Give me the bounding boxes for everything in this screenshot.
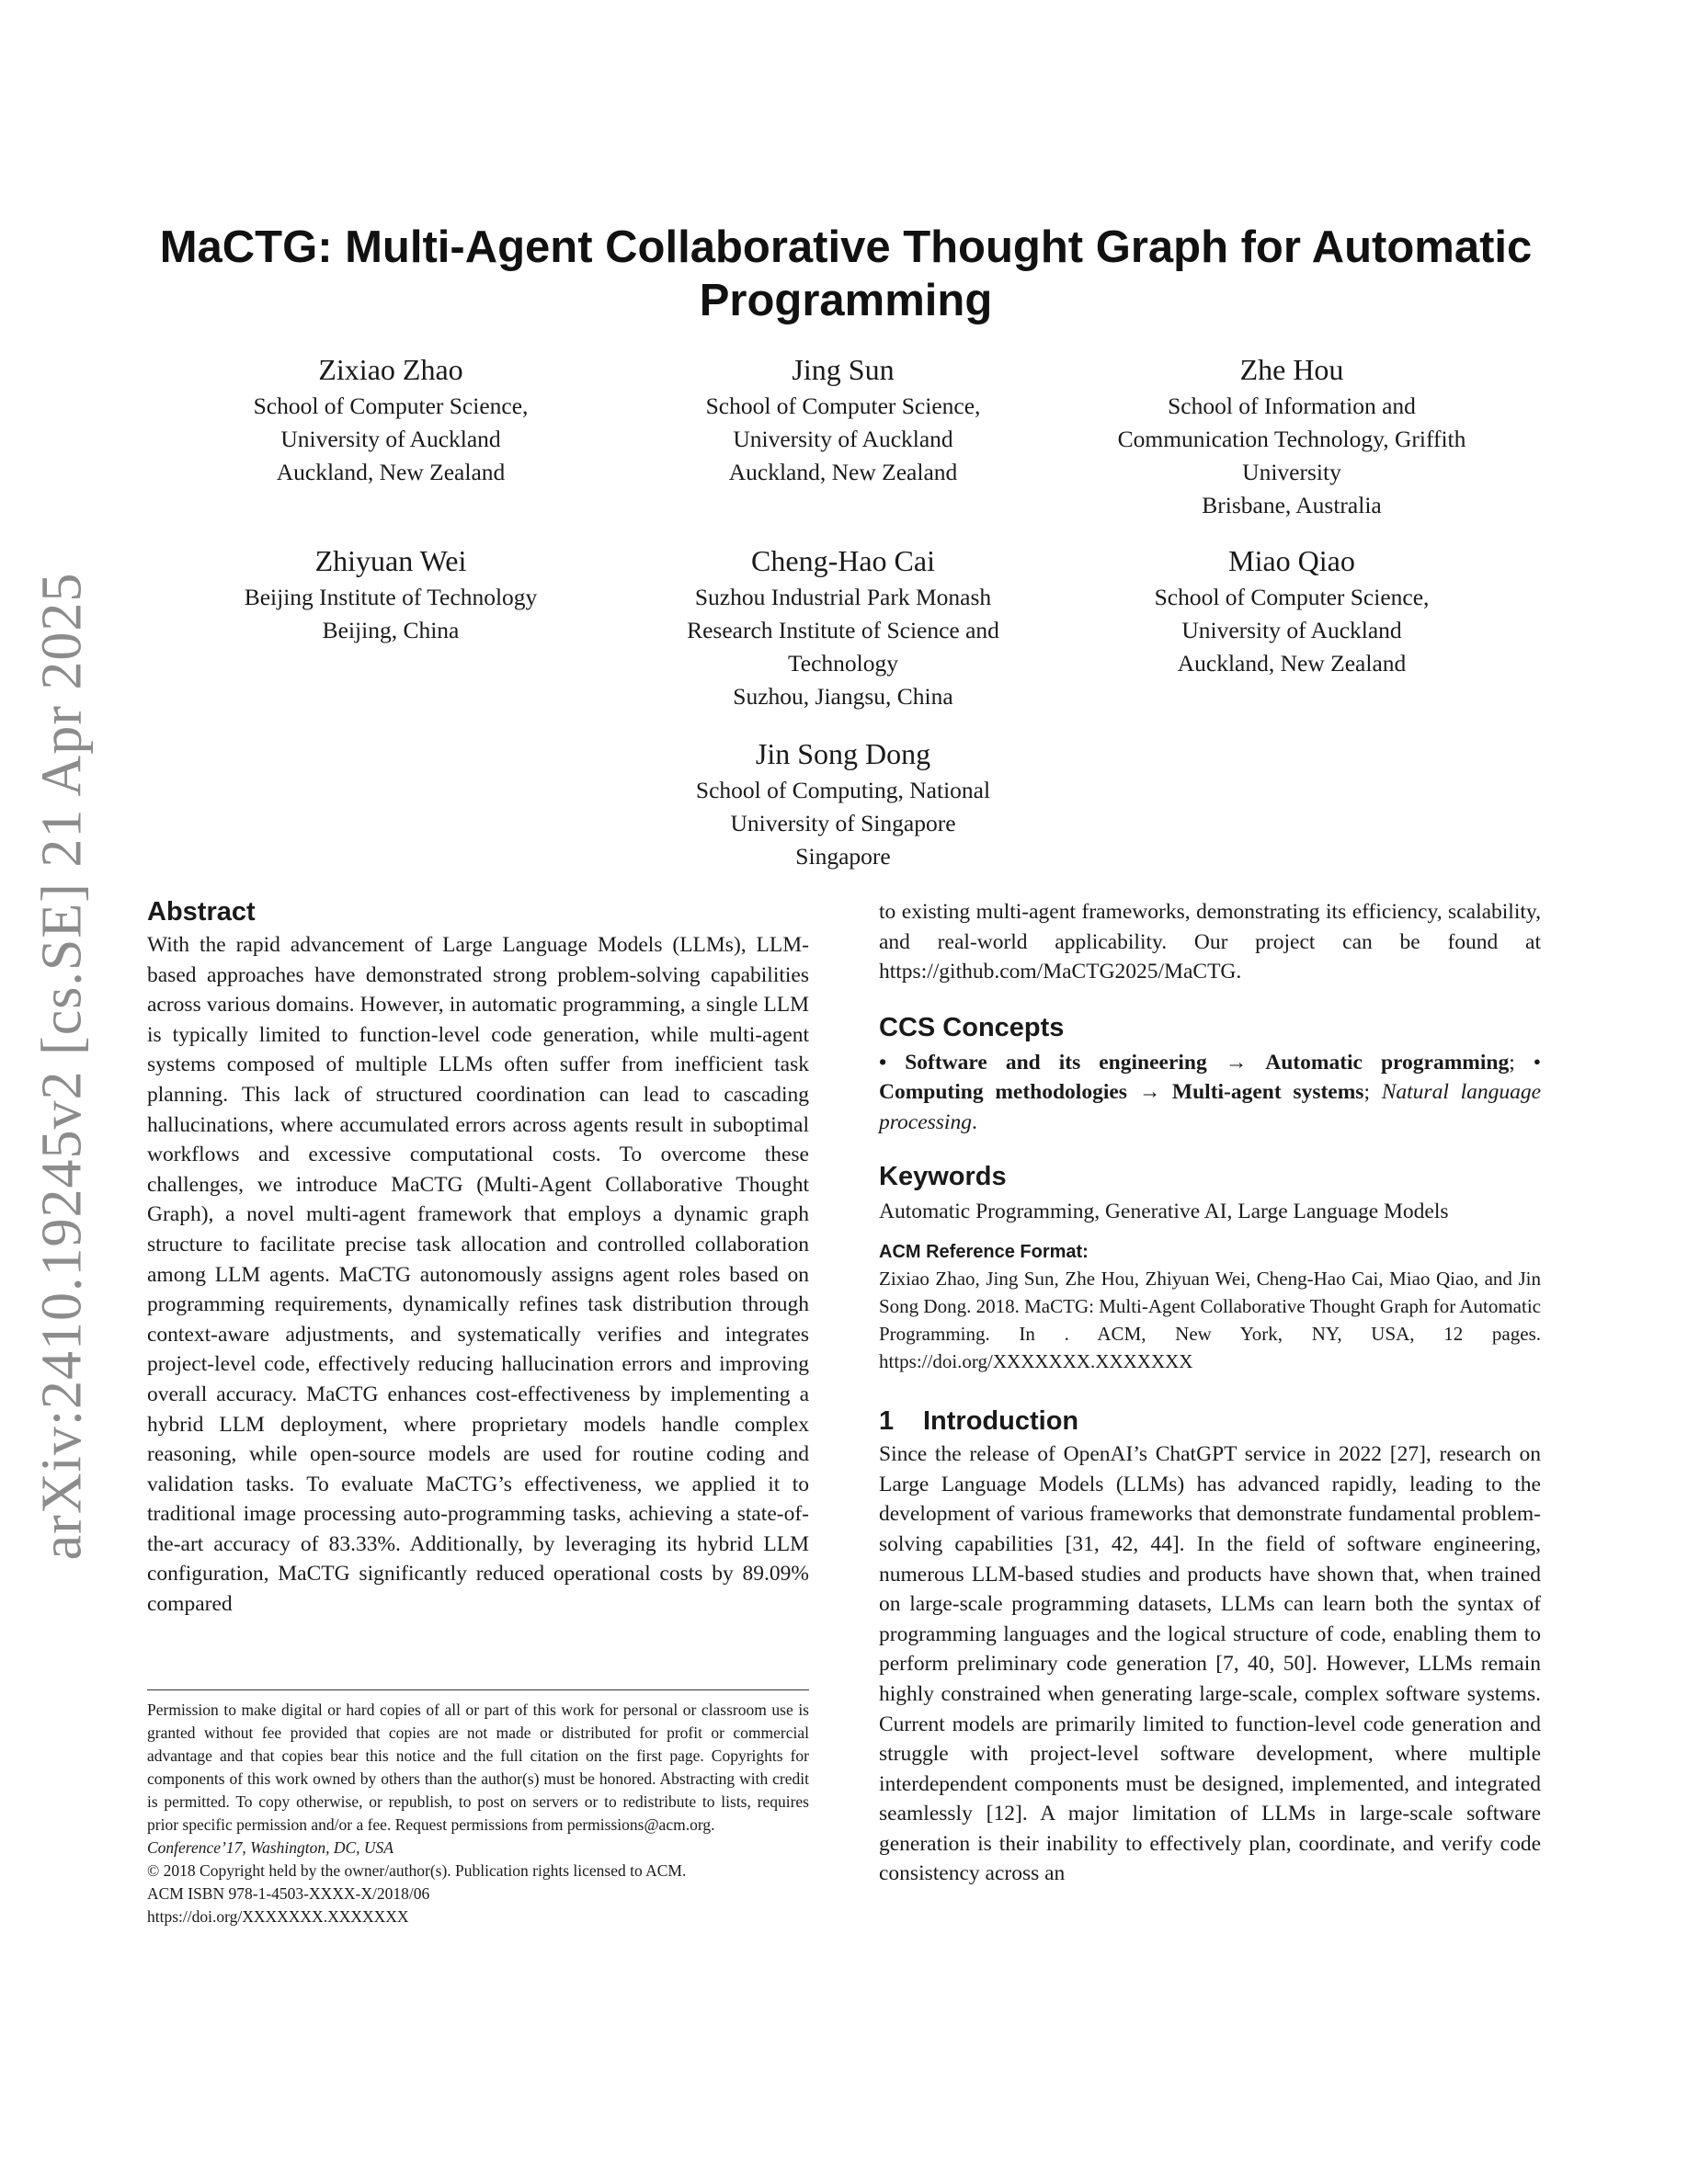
author-name: Zhe Hou [1239, 353, 1344, 386]
author-affiliation-line: School of Information and [1168, 392, 1416, 419]
author-affiliation-line: Brisbane, Australia [1202, 492, 1382, 518]
author-name: Jin Song Dong [755, 737, 931, 770]
introduction-text: Since the release of OpenAI’s ChatGPT service in 2022 [27], research on Large Language Models (LLMs) has advanced rapidly, leading to the development of various frameworks that demonstrate fundamental problem-solving capabilities [31, 42, 44]. In the field of software engineering, numerous LLM-based studies and products have shown that, when trained on large-scale programming datasets, LLMs can learn both the syntax of programming languages and the logical structure of code, enabling them to perform preliminary code generation [7, 40, 50]. However, LLMs remain highly constrained when generating large-scale, complex software systems. Current models are primarily limited to function-level code generation and struggle with project-level software development, where multiple interdependent components must be designed, implemented, and integrated seamlessly [12]. A major limitation of LLMs in large-scale software generation is their inability to effectively plan, coordinate, and verify code consistency across an [879, 1442, 1541, 1886]
paper-title: MaCTG: Multi-Agent Collaborative Thought Graph for Automatic Programming [159, 222, 1533, 325]
author-affiliation-line: University of Auckland [1181, 617, 1402, 643]
copyright-notice: © 2018 Copyright held by the owner/author(s). Publication rights licensed to ACM. [147, 1861, 687, 1880]
author-affiliation-line: School of Computer Science, [1154, 584, 1430, 610]
ccs-separator: ; • [1509, 1050, 1541, 1075]
author-affiliation-line: Suzhou Industrial Park Monash [694, 584, 992, 610]
author-affiliation-line: University of Auckland [280, 426, 501, 452]
author-affiliation-line: Suzhou, Jiangsu, China [733, 683, 953, 710]
author-affiliation-line: Beijing, China [322, 617, 460, 643]
arxiv-id: arXiv:2410.19245v2 [cs.SE] 21 Apr 2025 [30, 572, 94, 1561]
keywords-heading: Keywords [879, 1161, 1007, 1191]
doi-link: https://doi.org/XXXXXXX.XXXXXXX [147, 1907, 409, 1926]
footnote-divider [147, 1689, 809, 1690]
author-affiliation-line: Technology [787, 650, 899, 677]
ccs-arrow: → [1225, 1050, 1248, 1075]
author-affiliation-line: Auckland, New Zealand [1177, 650, 1407, 677]
right-column [879, 897, 1541, 1889]
footnote [147, 1699, 809, 1928]
ccs-period: . [971, 1109, 977, 1134]
ccs-concept: Natural language processing [879, 1080, 1542, 1134]
author-affiliation-line: School of Computer Science, [253, 392, 529, 419]
author-affiliation-line: Beijing Institute of Technology [244, 584, 538, 610]
author-affiliation-line: Auckland, New Zealand [276, 459, 506, 485]
author-block [1076, 349, 1508, 522]
introduction-heading [879, 1405, 1541, 1438]
author-name: Zhiyuan Wei [314, 544, 467, 577]
ccs-arrow: → [1138, 1080, 1161, 1105]
author-affiliation-line: Research Institute of Science and [687, 617, 999, 643]
abstract-text: With the rapid advancement of Large Language Models (LLMs), LLM-based approaches have demonstrated strong problem-solving capabilities across various domains. However, in automatic programming, a single LLM is typically limited to function-level code generation, while multi-agent systems composed of multiple LLMs often suffer from inefficient task planning. This lack of structured coordination can lead to cascading hallucinations, where accumulated errors across agents result in suboptimal workflows and excessive computational costs. To overcome these challenges, we introduce MaCTG (Multi-Agent Collaborative Thought Graph), a novel multi-agent framework that employs a dynamic graph structure to facilitate precise task allocation and controlled collaboration among LLM agents. MaCTG autonomously assigns agent roles based on programming requirements, dynamically refines task distribution through context-aware adjustments, and systematically verifies and integrates project-level code, effectively reducing hallucination errors and improving overall accuracy. MaCTG enhances cost-effectiveness by implementing a hybrid LLM deployment, where proprietary models handle complex reasoning, while open-source models are used for routine coding and validation tasks. To evaluate MaCTG’s effectiveness, we applied it to traditional image processing auto-programming tasks, achieving a state-of-the-art accuracy of 83.33%. Additionally, by leveraging its hybrid LLM configuration, MaCTG significantly reduced operational costs by 89.09% compared [147, 933, 809, 1617]
ccs-concept: Computing methodologies [879, 1080, 1127, 1105]
author-block [193, 349, 588, 489]
ccs-semicolon: ; [1363, 1080, 1370, 1105]
ccs-concept: Software and its engineering [905, 1050, 1207, 1075]
author-block [193, 540, 588, 647]
abstract-section [147, 895, 809, 1620]
author-affiliation-line: University of Singapore [730, 810, 956, 836]
ccs-bullet: • [879, 1050, 887, 1075]
author-name: Cheng-Hao Cai [751, 544, 935, 577]
author-affiliation-line: Auckland, New Zealand [728, 459, 958, 485]
author-block [645, 349, 1041, 489]
author-name: Miao Qiao [1228, 544, 1355, 577]
author-name: Jing Sun [792, 353, 895, 386]
section-number: 1 [879, 1406, 895, 1437]
acm-reference-text: Zixiao Zhao, Jing Sun, Zhe Hou, Zhiyuan Wei, Cheng-Hao Cai, Miao Qiao, and Jin Song Dong. 2018. MaCTG: Multi-Agent Collaborative Thought Graph for Automatic Programming. In . ACM, New York, NY, USA, 12 pages. https://doi.org/XXXXXXX.XXXXXXX [879, 1268, 1541, 1373]
author-affiliation-line: School of Computing, National [695, 777, 991, 803]
acm-reference-heading: ACM Reference Format: [879, 1242, 1089, 1263]
abstract-continuation: to existing multi-agent frameworks, demonstrating its efficiency, scalability, and real-world applicability. Our project can be found at https://github.com/MaCTG2025/MaCTG. [879, 900, 1541, 984]
ccs-concept: Multi-agent systems [1171, 1080, 1364, 1105]
ccs-heading: CCS Concepts [879, 1012, 1065, 1042]
author-block [645, 734, 1041, 873]
author-affiliation-line: School of Computer Science, [705, 392, 981, 419]
author-affiliation-line: University [1242, 459, 1341, 485]
author-block [645, 540, 1041, 713]
author-name: Zixiao Zhao [318, 353, 463, 386]
author-affiliation-line: University of Auckland [733, 426, 953, 452]
keywords-text: Automatic Programming, Generative AI, Large Language Models [879, 1199, 1449, 1223]
isbn: ACM ISBN 978-1-4503-XXXX-X/2018/06 [147, 1884, 430, 1903]
ccs-concept: Automatic programming [1265, 1050, 1510, 1075]
author-block [1076, 540, 1508, 680]
permission-notice: Permission to make digital or hard copies of all or part of this work for personal or classroom use is granted without fee provided that copies are not made or distributed for profit or commercial advantage and that copies bear this notice and the full citation on the first page. Copyrights for components of this work owned by others than the author(s) must be honored. Abstracting with credit is permitted. To copy otherwise, or republish, to post on servers or to redistribute to lists, requires prior specific permission and/or a fee. Request permissions from permissions@acm.org. [147, 1701, 809, 1834]
ccs-concepts [879, 1048, 1541, 1138]
abstract-heading: Abstract [147, 897, 256, 927]
section-title: Introduction [923, 1406, 1079, 1437]
author-affiliation-line: Singapore [795, 843, 891, 870]
arxiv-watermark [29, 572, 96, 1561]
conference-venue: Conference’17, Washington, DC, USA [147, 1838, 393, 1857]
author-affiliation-line: Communication Technology, Griffith [1117, 426, 1466, 452]
